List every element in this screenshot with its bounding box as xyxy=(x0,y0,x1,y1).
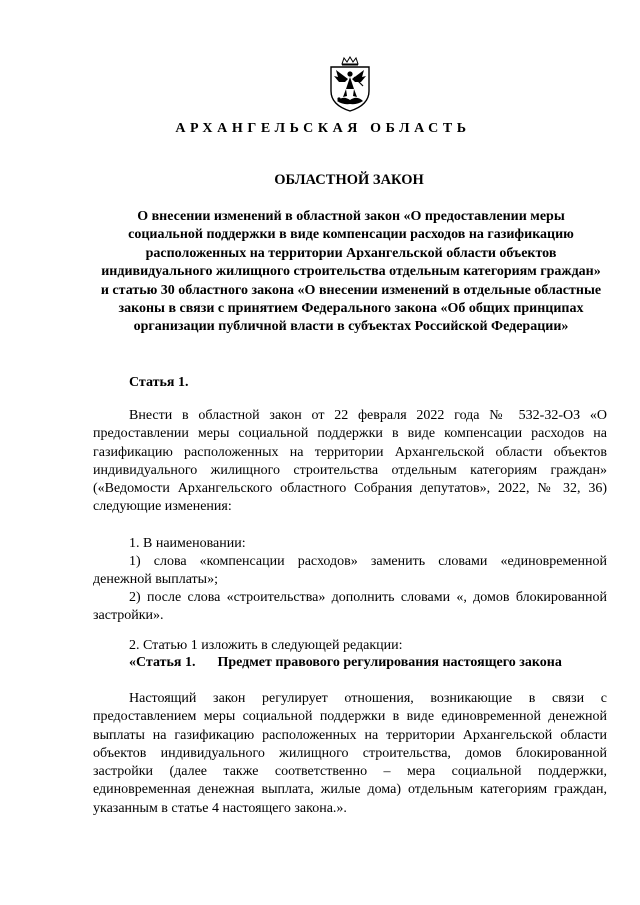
amended-article-label: «Статья 1. xyxy=(129,655,196,670)
item-2-heading: 2. Статью 1 изложить в следующей редакции: xyxy=(129,638,403,653)
amended-article-title: Предмет правового регулирования настоящего закона xyxy=(217,655,562,670)
document-type: ОБЛАСТНОЙ ЗАКОН xyxy=(274,172,424,188)
article-intro: Внести в областной закон от 22 февраля 2022 года № 532-32-ОЗ «О предоставлении меры социальной поддержки в виде компенсации расходов на газификацию расположенных на территории Архангельской области объектов индивидуального жилищного строительства отдельным категориям граждан» («Ведомости Архангельского областного Собрания депутатов», 2022, № 32, 36) следующие изменения: xyxy=(93,408,607,515)
article-heading: Статья 1. xyxy=(129,375,189,390)
region-name: АРХАНГЕЛЬСКАЯ ОБЛАСТЬ xyxy=(175,121,471,136)
item-1-sub-2: 2) после слова «строительства» дополнить словами «, домов блокированной застройки». xyxy=(93,590,607,624)
coat-of-arms-icon xyxy=(325,55,375,113)
law-title: О внесении изменений в областной закон «О предоставлении меры социальной поддержки в виде компенсации расходов на газификацию расположенных на территории Архангельской области объектов индивидуального жилищного строительства отдельным категориям граждан» и статью 30 областного закона «О внесении изменений в отдельные областные законы в связи с принятием Федерального закона «Об общих принципах организации публичной власти в субъектах Российской Федерации» xyxy=(100,209,602,335)
amended-article-text: Настоящий закон регулирует отношения, возникающие в связи с предоставлением меры социальной поддержки в виде единовременной денежной выплаты на газификацию расположенных на территории Архангельской области объектов индивидуального жилищного строительства, домов блокированной застройки (далее также соответственно – мера социальной поддержки, единовременная денежная выплата, жилые дома) отдельным категориям граждан, указанным в статье 4 настоящего закона.». xyxy=(93,691,607,816)
amended-article-heading xyxy=(129,655,562,671)
item-1-sub-1: 1) слова «компенсации расходов» заменить словами «единовременной денежной выплаты»; xyxy=(93,554,607,588)
item-1-heading: 1. В наименовании: xyxy=(129,536,246,551)
